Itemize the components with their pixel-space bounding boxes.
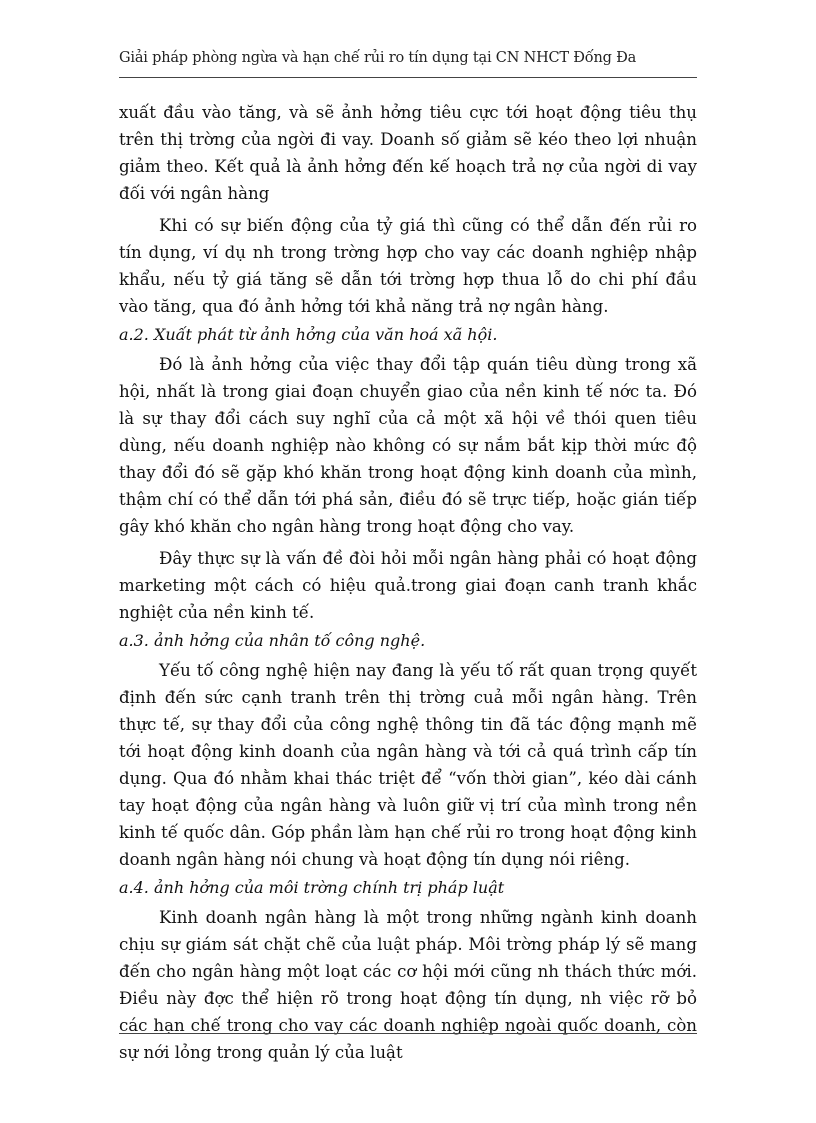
footer-divider xyxy=(119,1033,697,1034)
heading-a2: a.2. Xuất phát từ ảnh hởng của văn hoá xã hội. xyxy=(119,325,498,344)
paragraph-6: Kinh doanh ngân hàng là một trong những ngành kinh doanh chịu sự giám sát chặt chẽ của luật pháp. Môi trờng pháp lý sẽ mang đến cho ngân hàng một loạt các cơ hội mới cũng nh thách thức mới. Điều này đợc thể hiện rõ trong hoạt động tín dụng, nh việc rỡ bỏ các hạn chế trong cho vay các doanh nghiệp ngoài quốc doanh, còn sự nới lỏng trong quản lý của luật xyxy=(119,908,697,1062)
paragraph-4: Đây thực sự là vấn đề đòi hỏi mỗi ngân hàng phải có hoạt động marketing một cách có hiệu quả.trong giai đoạn canh tranh khắc nghiệt của nền kinh tế. xyxy=(119,549,697,622)
heading-a4: a.4. ảnh hởng của môi trờng chính trị pháp luật xyxy=(119,878,505,897)
paragraph-1: xuất đầu vào tăng, và sẽ ảnh hởng tiêu cực tới hoạt động tiêu thụ trên thị trờng của ngời đi vay. Doanh số giảm sẽ kéo theo lợi nhuận giảm theo. Kết quả là ảnh hởng đến kế hoạch trả nợ của ngời di vay đối với ngân hàng xyxy=(119,103,697,203)
paragraph-5: Yếu tố công nghệ hiện nay đang là yếu tố rất quan trọng quyết định đến sức cạnh tranh trên thị trờng cuả mỗi ngân hàng. Trên thực tế, sự thay đổi của công nghệ thông tin đã tác động mạnh mẽ tới hoạt động kinh doanh của ngân hàng và tới cả quá trình cấp tín dụng. Qua đó nhằm khai thác triệt để “vốn thời gian”, kéo dài cánh tay hoạt động của ngân hàng và luôn giữ vị trí của mình trong nền kinh tế quốc dân. Góp phần làm hạn chế rủi ro trong hoạt động kinh doanh ngân hàng nói chung và hoạt động tín dụng nói riêng. xyxy=(119,661,697,869)
page-header: Giải pháp phòng ngừa và hạn chế rủi ro tín dụng tại CN NHCT Đống Đa xyxy=(119,50,637,66)
document-body xyxy=(119,99,697,1071)
heading-a3: a.3. ảnh hởng của nhân tố công nghệ. xyxy=(119,631,426,650)
paragraph-3: Đó là ảnh hởng của việc thay đổi tập quán tiêu dùng trong xã hội, nhất là trong giai đoạn chuyển giao của nền kinh tế nớc ta. Đó là sự thay đổi cách suy nghĩ của cả một xã hội về thói quen tiêu dùng, nếu doanh nghiệp nào không có sự nắm bắt kịp thời mức độ thay đổi đó sẽ gặp khó khăn trong hoạt động kinh doanh của mình, thậm chí có thể dẫn tới phá sản, điều đó sẽ trực tiếp, hoặc gián tiếp gây khó khăn cho ngân hàng trong hoạt động cho vay. xyxy=(119,355,697,536)
paragraph-2: Khi có sự biến động của tỷ giá thì cũng có thể dẫn đến rủi ro tín dụng, ví dụ nh trong trờng hợp cho vay các doanh nghiệp nhập khẩu, nếu tỷ giá tăng sẽ dẫn tới trờng hợp thua lỗ do chi phí đầu vào tăng, qua đó ảnh hởng tới khả năng trả nợ ngân hàng. xyxy=(119,216,697,316)
header-divider xyxy=(119,77,697,78)
